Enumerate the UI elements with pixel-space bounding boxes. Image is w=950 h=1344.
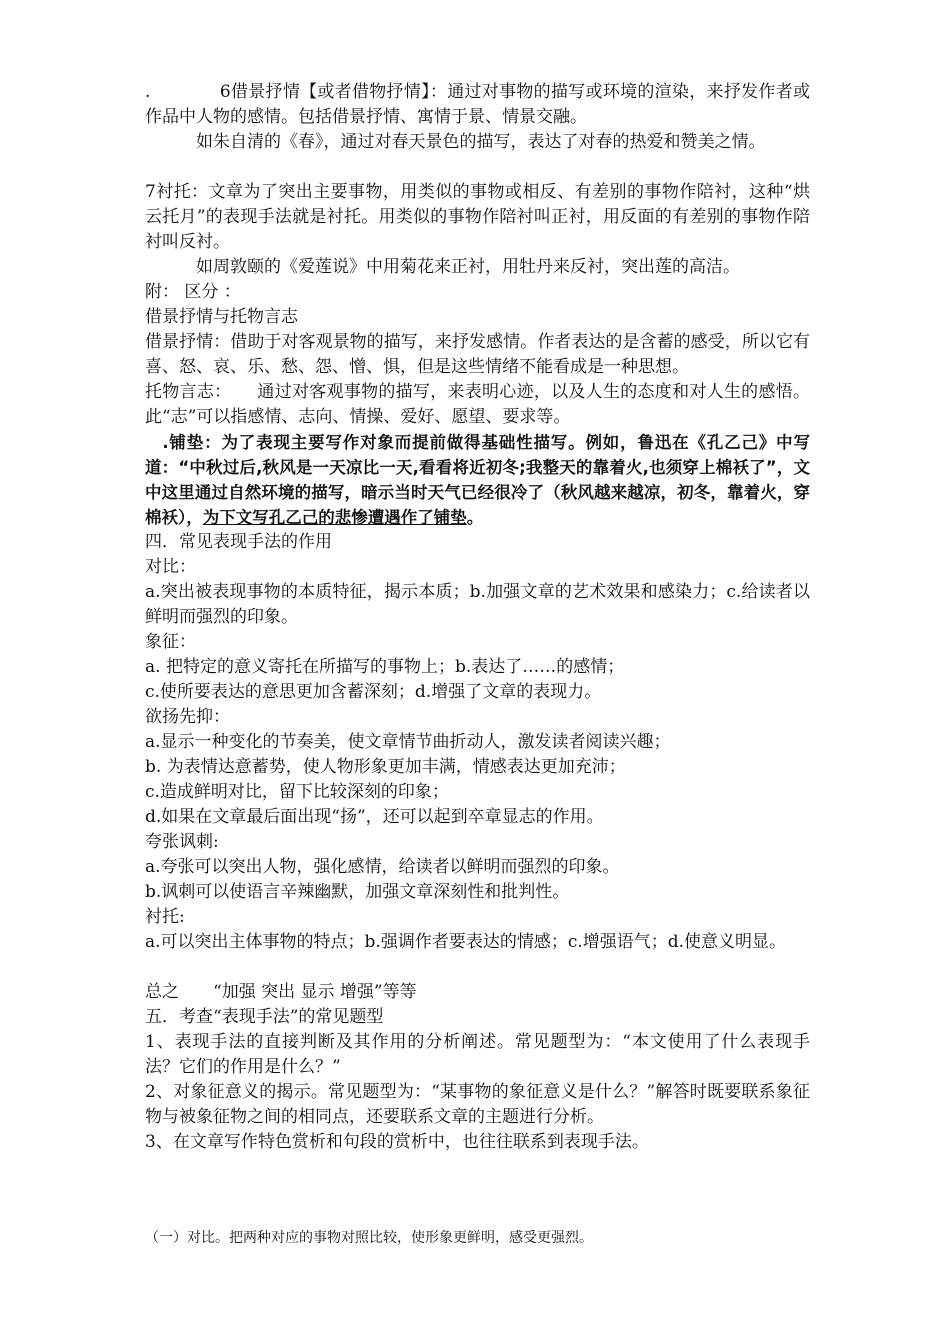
- footer-contrast-note: （一）对比。把两种对应的事物对照比较，使形象更鲜明，感受更强烈。: [145, 1230, 593, 1246]
- exaggeration-effect: a.夸张可以突出人物，强化感情，给读者以鲜明而强烈的印象。: [145, 857, 620, 877]
- question-type-3: 3、在文章写作特色赏析和句段的赏析中，也往往联系到表现手法。: [145, 1132, 649, 1152]
- foreshadowing-period: 。: [466, 508, 484, 527]
- summary-line: 总之 “加强 突出 显示 增强”等等: [145, 982, 417, 1002]
- foil-effects: a.可以突出主体事物的特点；b.强调作者要表达的情感；c.增强语气；d.使意义明显。: [145, 932, 787, 952]
- satire-effect: b.讽刺可以使语言辛辣幽默，加强文章深刻性和批判性。: [145, 882, 570, 902]
- foreshadowing-underlined: 为下文写孔乙己的悲惨遭遇作了铺垫: [202, 508, 467, 527]
- section-heading-five: 五．考查“表现手法”的常见题型: [145, 1007, 384, 1027]
- suppress-effect-d: d.如果在文章最后面出现“扬”，还可以起到卒章显志的作用。: [145, 807, 604, 827]
- question-type-1: 1、表现手法的直接判断及其作用的分析阐述。常见题型为：“本文使用了什么表现手法？它们的作用是什么？”: [145, 1032, 810, 1077]
- symbolism-effect-cd: c.使所要表达的意思更加含蓄深刻；d.增强了文章的表现力。: [145, 682, 602, 702]
- paragraph-foreshadowing: [145, 430, 810, 530]
- heading-exaggeration-satire: 夸张讽刺:: [145, 832, 219, 852]
- question-type-2: 2、对象征意义的揭示。常见题型为：“某事物的象征意义是什么？”解答时既要联系象征物与被象征物之间的相同点，还要联系文章的主题进行分析。: [145, 1082, 810, 1127]
- paragraph-borrow-scenery: . 6借景抒情【或者借物抒情】：通过对事物的描写或环境的渲染，来抒发作者或作品中人物的感情。包括借景抒情、寓情于景、情景交融。: [145, 82, 810, 127]
- heading-foil-effects: 衬托:: [145, 907, 185, 927]
- suppress-effect-b: b. 为表情达意蓄势，使人物形象更加丰满，情感表达更加充沛；: [145, 757, 626, 777]
- subheading-distinction: 借景抒情与托物言志: [145, 307, 298, 327]
- paragraph-foil: 7衬托：文章为了突出主要事物，用类似的事物或相反、有差别的事物作陪衬，这种“烘云托月”的表现手法就是衬托。用类似的事物作陪衬叫正衬，用反面的有差别的事物作陪衬叫反衬。: [145, 182, 810, 252]
- paragraph-object-aspiration: 托物言志： 通过对客观事物的描写，来表明心迹，以及人生的态度和对人生的感悟。此“志”可以指感情、志向、情操、爱好、愿望、要求等。: [145, 382, 810, 427]
- contrast-effects: a.突出被表现事物的本质特征，揭示本质；b.加强文章的艺术效果和感染力；c.给读者以鲜明而强烈的印象。: [145, 582, 810, 627]
- section-heading-four: 四．常见表现手法的作用: [145, 532, 332, 552]
- paragraph-spring-example: 如朱自清的《春》，通过对春天景色的描写，表达了对春的热爱和赞美之情。: [145, 132, 766, 152]
- heading-symbolism: 象征：: [145, 632, 196, 652]
- heading-contrast: 对比：: [145, 557, 196, 577]
- suppress-effect-a: a.显示一种变化的节奏美，使文章情节曲折动人，激发读者阅读兴趣；: [145, 732, 671, 752]
- appendix-label: 附： 区分 ：: [145, 282, 241, 302]
- suppress-effect-c: c.造成鲜明对比，留下比较深刻的印象；: [145, 782, 449, 802]
- paragraph-lotus-example: 如周敦颐的《爱莲说》中用菊花来正衬，用牡丹来反衬，突出莲的高洁。: [145, 257, 740, 277]
- heading-suppress-praise: 欲扬先抑：: [145, 707, 230, 727]
- foreshadowing-text: .铺垫：为了表现主要写作对象而提前做得基础性描写。例如，鲁迅在《孔乙己》中写道：“中秋过后,秋风是一天凉比一天,看看将近初冬;我整天的靠着火,也须穿上棉袄了”，文中这里通过自然环境的描写，暗示当时天气已经很冷了（秋风越来越凉，初冬，靠着火，穿棉袄），: [145, 433, 810, 527]
- symbolism-effect-ab: a. 把特定的意义寄托在所描写的事物上；b.表达了……的感情；: [145, 657, 625, 677]
- paragraph-scenery-emotion: 借景抒情：借助于对客观景物的描写，来抒发感情。作者表达的是含蓄的感受，所以它有喜、怒、哀、乐、愁、怨、憎、惧，但是这些情绪不能看成是一种思想。: [145, 332, 810, 377]
